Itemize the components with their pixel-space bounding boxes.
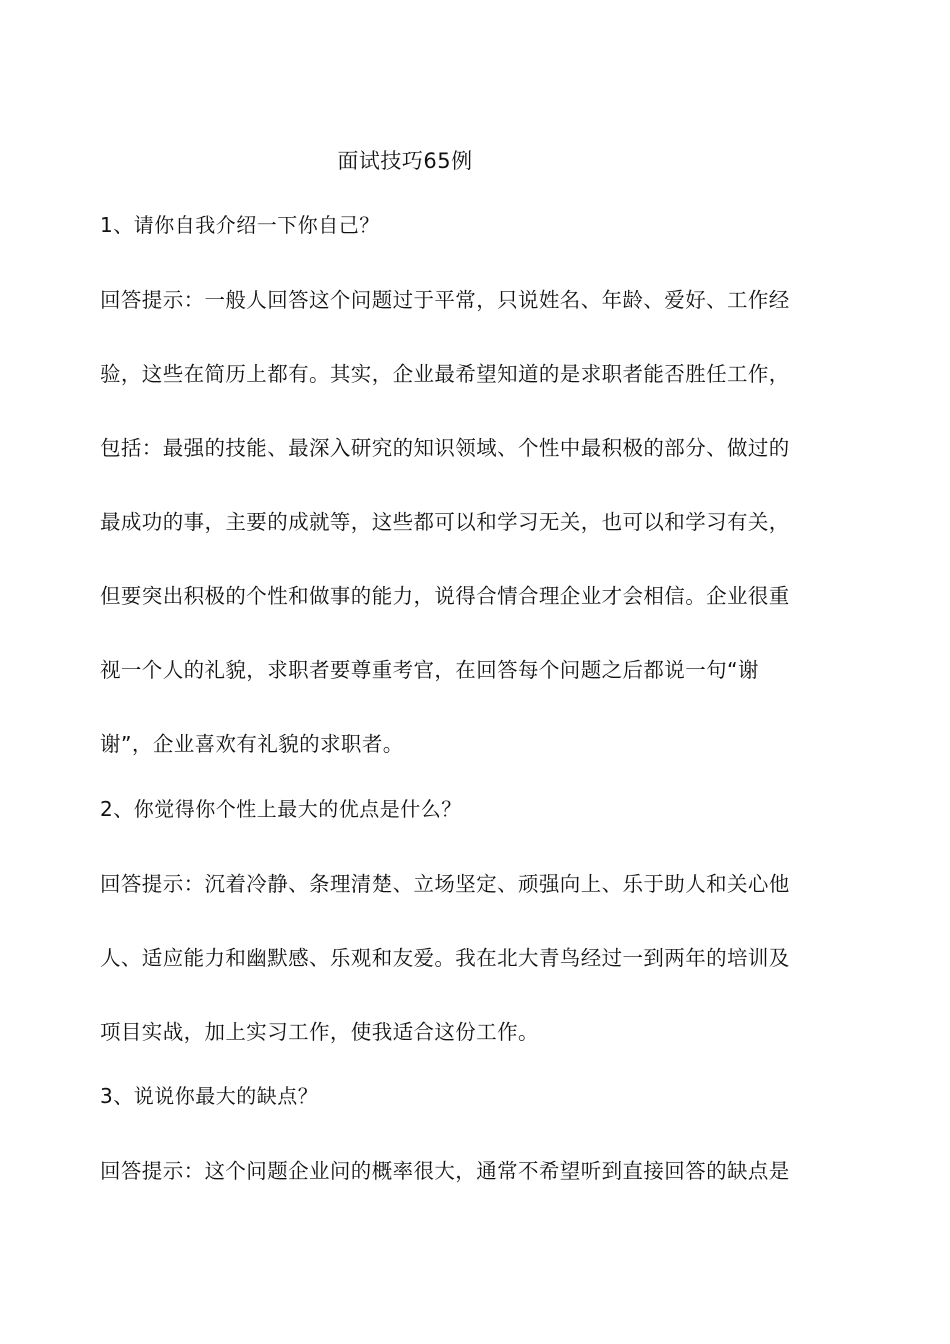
answer-line: 回答提示：这个问题企业问的概率很大，通常不希望听到直接回答的缺点是	[100, 1159, 790, 1183]
answer-3	[100, 1156, 840, 1230]
answer-2	[100, 869, 840, 1091]
answer-line: 人、适应能力和幽默感、乐观和友爱。我在北大青鸟经过一到两年的培训及	[100, 946, 790, 970]
answer-line: 谢”，企业喜欢有礼貌的求职者。	[100, 732, 404, 756]
answer-line: 包括：最强的技能、最深入研究的知识领域、个性中最积极的部分、做过的	[100, 436, 790, 460]
answer-1	[100, 285, 840, 803]
question-2: 2、你觉得你个性上最大的优点是什么？	[100, 797, 462, 821]
question-1: 1、请你自我介绍一下你自己？	[100, 213, 380, 237]
answer-line: 验，这些在简历上都有。其实，企业最希望知道的是求职者能否胜任工作，	[100, 362, 790, 386]
answer-line: 最成功的事，主要的成就等，这些都可以和学习无关，也可以和学习有关，	[100, 510, 790, 534]
document-title: 面试技巧65例	[337, 149, 473, 173]
question-3: 3、说说你最大的缺点？	[100, 1084, 319, 1108]
answer-line: 视一个人的礼貌，求职者要尊重考官，在回答每个问题之后都说一句“谢	[100, 658, 759, 682]
answer-line: 回答提示：沉着冷静、条理清楚、立场坚定、顽强向上、乐于助人和关心他	[100, 872, 790, 896]
answer-line: 项目实战，加上实习工作，使我适合这份工作。	[100, 1020, 539, 1044]
answer-line: 回答提示：一般人回答这个问题过于平常，只说姓名、年龄、爱好、工作经	[100, 288, 790, 312]
answer-line: 但要突出积极的个性和做事的能力，说得合情合理企业才会相信。企业很重	[100, 584, 790, 608]
